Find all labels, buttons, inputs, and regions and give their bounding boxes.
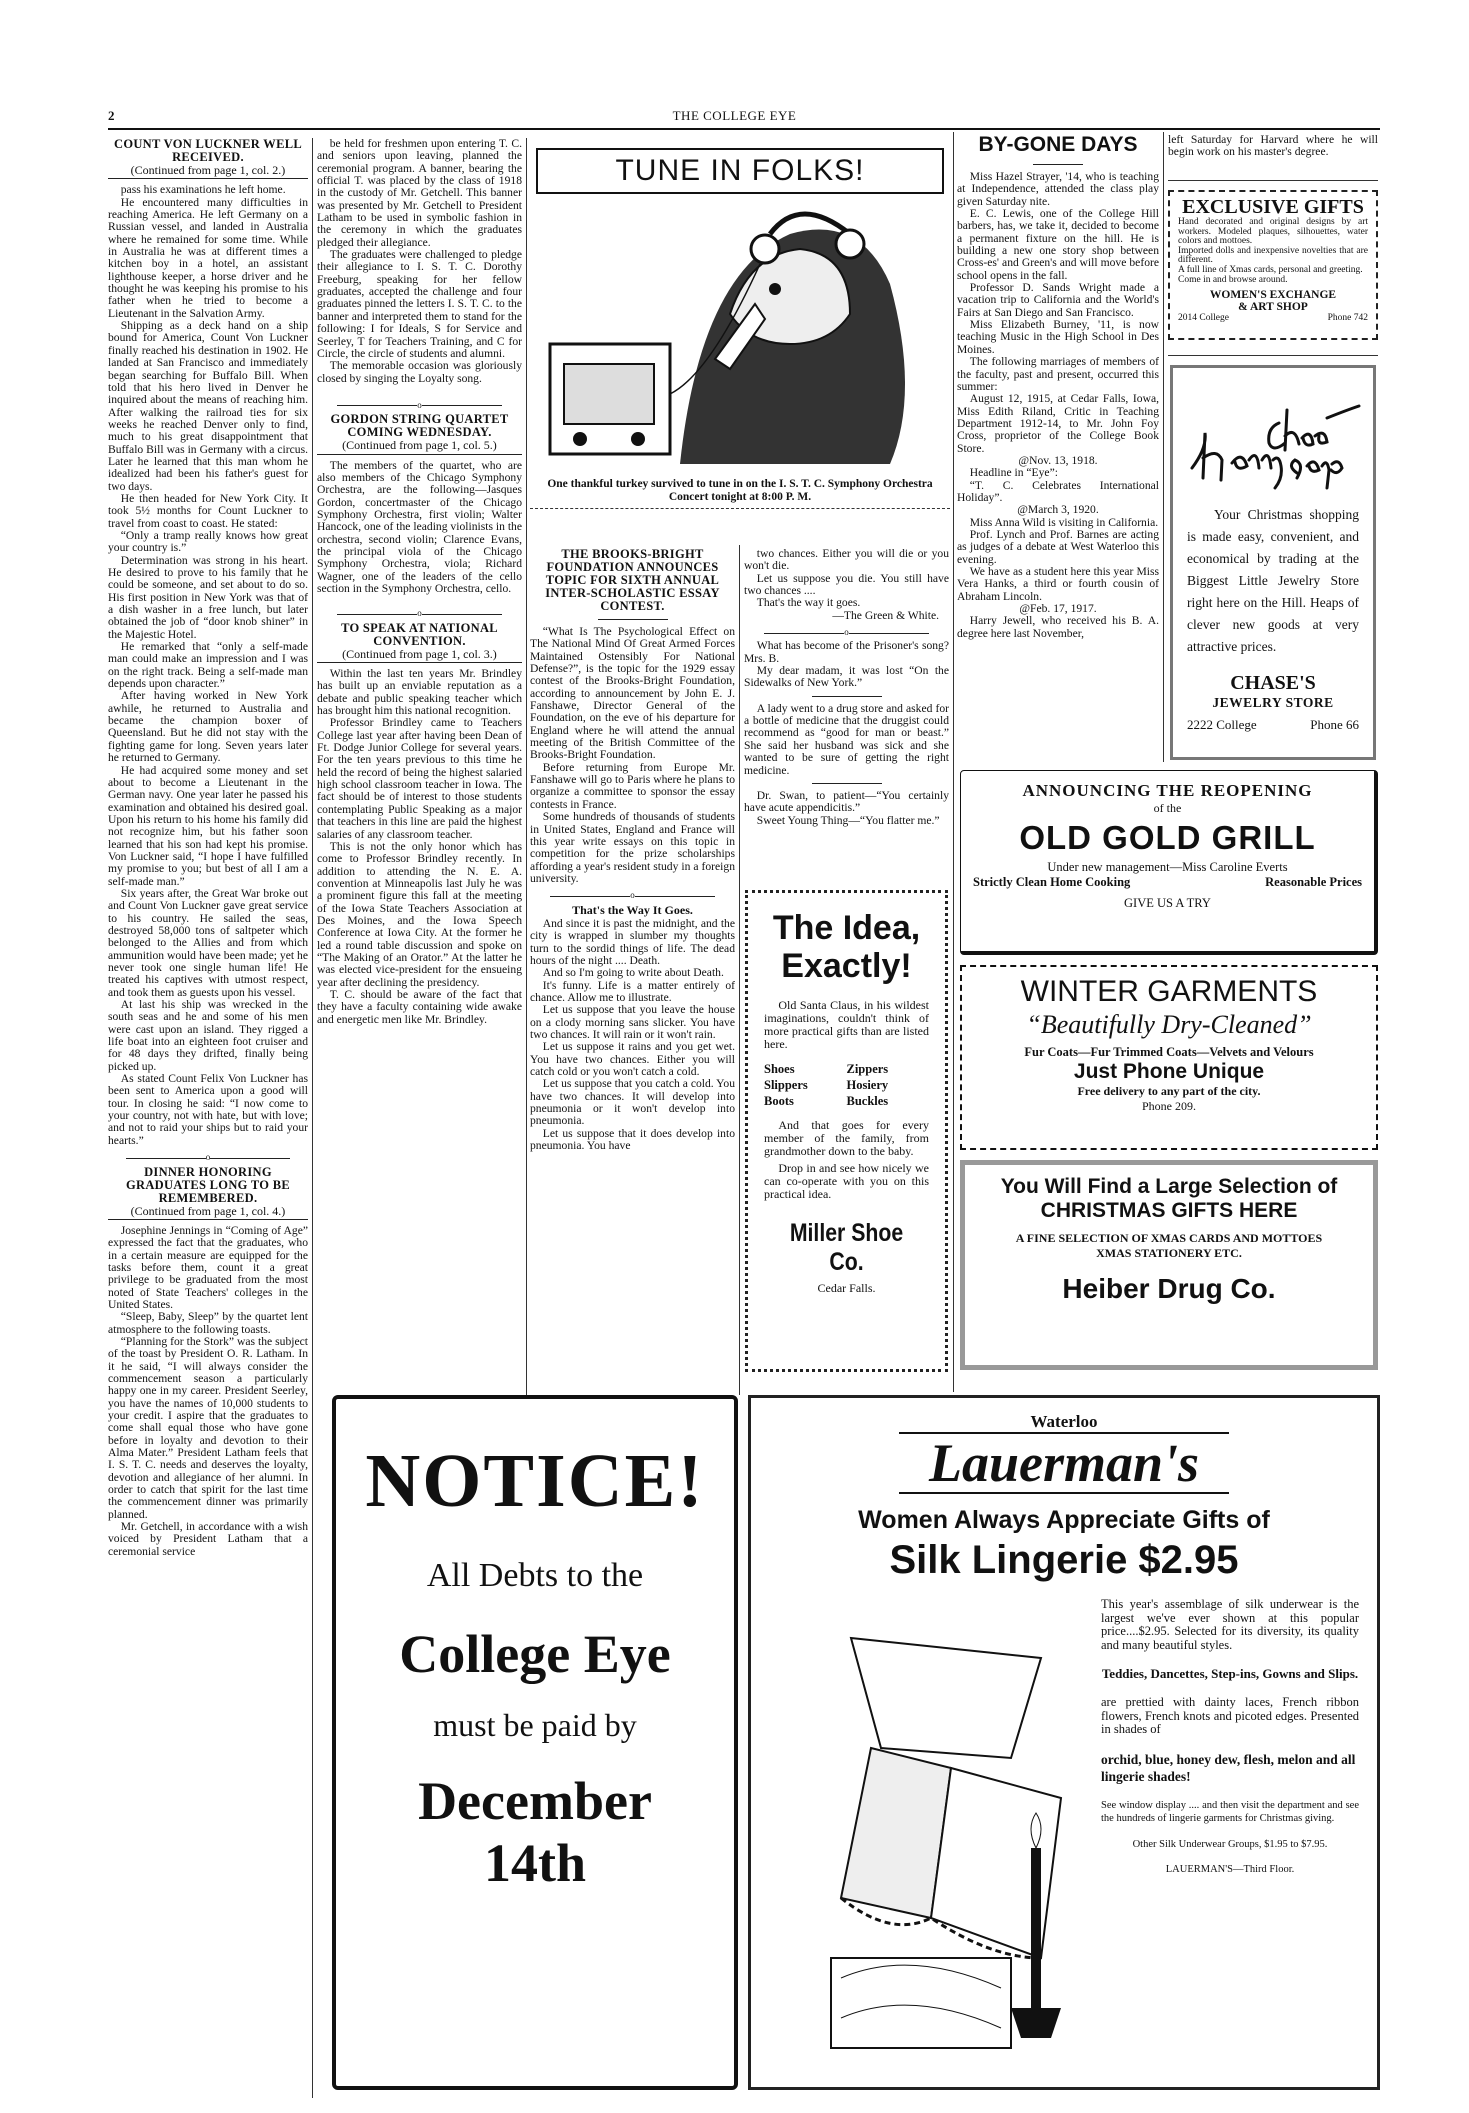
headline-dinner: DINNER HONORING GRADUATES LONG TO BE REMEMBERED. xyxy=(125,1164,291,1205)
paragraph: He remarked that “only a self-made man could make an impression and I was on the right track. Being a self-made man depends upon character.” xyxy=(108,640,308,691)
masthead: THE COLLEGE EYE xyxy=(672,108,797,123)
lauerman-logo: Lauerman's xyxy=(899,1432,1229,1494)
paragraph: Miss Hazel Strayer, '14, who is teaching at Independence, attended the class play given Saturday nite. xyxy=(957,170,1159,208)
miller-para2: And that goes for every member of the family, from grandmother down to the baby. xyxy=(764,1118,929,1158)
paragraph: Mr. Getchell, in accordance with a wish voiced by President Latham that a ceremonial service xyxy=(108,1520,308,1558)
paragraph: pass his examinations he left home. xyxy=(120,183,286,197)
dateline: @Feb. 17, 1917. xyxy=(1019,602,1097,616)
article-brooks-bright xyxy=(530,626,735,885)
lauerman-styles: Teddies, Dancettes, Step-ins, Gowns and Slips. xyxy=(1101,1666,1359,1681)
lauerman-p2: are prettied with dainty laces, French ribbon flowers, French knots and picoted edges. Presented in shades of xyxy=(1101,1695,1359,1736)
paragraph: Let us suppose you die. You still have two chances .... xyxy=(744,571,949,598)
lingerie-illustration xyxy=(811,1598,1081,2068)
column-divider xyxy=(526,138,527,1398)
grill-prices: Reasonable Prices xyxy=(1265,875,1362,889)
headline-von-luckner: COUNT VON LUCKNER WELL RECEIVED. xyxy=(114,138,302,164)
lauerman-p3: See window display .... and then visit the department and see the hundreds of lingerie garments for Christmas giving. xyxy=(1101,1799,1359,1824)
rule xyxy=(812,783,882,784)
winter-title: WINTER GARMENTS xyxy=(1020,975,1318,1008)
paragraph: The following marriages of members of the faculty, past and present, occurred this summer: xyxy=(957,355,1159,393)
paragraph: The members of the quartet, who are also members of the Chicago Symphony Orchestra, are the following—Jasques Gordon, concertmaster of the Chicago Symphony Orchestra, first violin; Walter Hancock, one of the leading violinists in the orchestra, second violin; Clarence Evans, the principal viola of the Chicago Symphony Orchestra, viola; Richard Wagner, one of the leaders of the cello section in the Symphony Orchestra, cello. xyxy=(317,458,522,595)
heiber-line3: A FINE SELECTION OF XMAS CARDS AND MOTTOES xyxy=(1015,1231,1323,1245)
column-1 xyxy=(108,138,308,2103)
notice-line2: College Eye xyxy=(399,1624,671,1684)
column-divider xyxy=(953,132,954,1392)
rule xyxy=(598,619,668,620)
grill-line2: of the xyxy=(1153,801,1182,815)
exclusive-title: EXCLUSIVE GIFTS xyxy=(1182,196,1364,218)
miller-item: Buckles xyxy=(846,1094,889,1108)
paragraph: Sweet Young Thing—“You flatter me.” xyxy=(756,813,940,827)
headline-brooks-bright: THE BROOKS-BRIGHT FOUNDATION ANNOUNCES TOPIC FOR SIXTH ANNUAL INTER-SCHOLASTIC ESSAY CONTEST. xyxy=(545,548,720,613)
ad-winter-garments xyxy=(960,965,1378,1150)
winter-tagline: “Beautifully Dry-Cleaned” xyxy=(1026,1010,1312,1039)
way-signature: —The Green & White. xyxy=(832,608,939,622)
paragraph: August 12, 1915, at Cedar Falls, Iowa, Miss Edith Riland, Critic in Teaching Department 1912-14, to Mr. John Foy Cross, proprietor of the College Book Store. xyxy=(957,392,1159,455)
chase-sub: JEWELRY STORE xyxy=(1212,695,1334,710)
lauerman-floor: LAUERMAN'S—Third Floor. xyxy=(1165,1863,1295,1875)
ad-exclusive-gifts xyxy=(1168,190,1378,340)
column-divider xyxy=(312,138,313,2098)
way-continued xyxy=(744,548,949,610)
paragraph: It's funny. Life is a matter entirely of chance. Allow me to illustrate. xyxy=(530,978,735,1004)
column-2 xyxy=(317,138,522,1388)
miller-item: Zippers xyxy=(846,1062,889,1076)
paragraph: “Planning for the Stork” was the subject of the toast by President O. R. Latham. In it he said, “I will always consider the commencement season a particularly happy one in my career. President Seerley, you have the names of 10,000 students to your credit. I aspire that the graduates to come shall equal those who have gone before in loyalty and devotion to their Alma Mater.” President Latham feels that I. S. T. C. needs and deserves the loyalty, devotion and allegiance of her alumni. In order to catch that spirit for the last time the commencement dinner was primarily planned. xyxy=(108,1334,308,1521)
dateline: @March 3, 1920. xyxy=(1017,503,1099,517)
continued-note: (Continued from page 1, col. 4.) xyxy=(108,1205,308,1220)
paragraph: The graduates were challenged to pledge their allegiance to I. S. T. C. Dorothy Freeburg, speaking for her fellow graduates, accepted the challenge and four graduates pinned the letters I. S. T. C. to the banner and interpreted them to stand for the following: I for Ideals, S for Service and Seerley, T for Teachers Training, and C for Circle, the circle of students and alumni. xyxy=(317,248,522,360)
exclusive-body xyxy=(1178,218,1368,285)
harry-chase-signature xyxy=(1187,388,1362,498)
continued-note: (Continued from page 1, col. 5.) xyxy=(317,439,522,454)
paragraph: Six years after, the Great War broke out and Count Von Luckner gave great service to his country. He sailed the seas, destroyed 58,000 tons of saltpeter which belonged to the Allies and from which ammunition would have been made; yet he never took one single human life! He treated his captives with utmost respect, and took them as guests upon his vessel. xyxy=(108,886,308,999)
heiber-line1: You Will Find a Large Selection of xyxy=(1000,1175,1338,1198)
rule xyxy=(1033,164,1083,165)
paragraph: Harry Jewell, who received his B. A. degree here last November, xyxy=(957,614,1159,640)
column-bygone xyxy=(957,132,1159,762)
paragraph: “T. C. Celebrates International Holiday”. xyxy=(957,478,1159,504)
ad-miller-shoe xyxy=(745,890,948,1372)
paragraph: Some hundreds of thousands of students in United States, England and France will this year write essays on this topic in competition for the prize scholarships affording a year's resident study in a foreign university. xyxy=(530,810,735,885)
paragraph: Prof. Lynch and Prof. Barnes are acting as judges of a debate at West Waterloo this evening. xyxy=(957,527,1159,566)
miller-item: Hosiery xyxy=(846,1078,889,1092)
paragraph: As stated Count Felix Von Luckner has been sent to America upon a good will tour. In closing he said: “I now come to your country, not with hate, but with love; and not to raid your ships but to raid your hearts.” xyxy=(108,1072,308,1147)
paragraph: My dear madam, it was lost “On the Sidewalks of New York.” xyxy=(744,664,949,690)
tune-in-caption: One thankful turkey survived to tune in on the I. S. T. C. Symphony Orchestra Concert tonight at 8:00 P. M. xyxy=(530,474,950,509)
paragraph: Before returning from Europe Mr. Fanshawe will go to Paris where he plans to organize a committee to sponsor the essay contests in France. xyxy=(530,760,735,811)
lauerman-copy xyxy=(1101,1598,1359,1875)
paragraph: Hand decorated and original designs by art workers. Modeled plaques, silhouettes, water colors and mottoes. xyxy=(1178,217,1368,247)
lauerman-p1: This year's assemblage of silk underwear is the largest we've ever shown at this popular price....$2.95. Selected for its diversity, its quality and many beautiful styles. xyxy=(1101,1597,1359,1652)
paragraph: Imported dolls and inexpensive novelties that are different. xyxy=(1178,245,1368,266)
paragraph: We have as a student here this year Miss Vera Hanks, a third or fourth cousin of Abraham Lincoln. xyxy=(957,565,1159,603)
paragraph: Come in and browse around. xyxy=(1178,274,1288,285)
exclusive-address: 2014 College xyxy=(1178,313,1229,324)
paragraph: “Sleep, Baby, Sleep” by the quartet lent atmosphere to the following toasts. xyxy=(108,1310,308,1336)
chase-body: Your Christmas shopping is made easy, convenient, and economical by trading at the Biggest Little Jewelry Store right here on the Hill. Heaps of clever new goods at very attractive prices. xyxy=(1187,507,1359,654)
ad-lauerman xyxy=(748,1395,1380,2090)
notice-line3: must be paid by xyxy=(433,1707,637,1743)
tune-in-title: TUNE IN FOLKS! xyxy=(536,148,944,194)
paragraph: Determination was strong in his heart. He desired to prove to his family that he could be someone, and set about to do so. His first position in New York was that of a dish washer in a free lunch, but later obtained the job of “door knob shiner” in the Majestic Hotel. xyxy=(108,553,308,641)
miller-item: Shoes xyxy=(764,1062,795,1076)
paragraph: Professor Brindley came to Teachers College last year after having been Dean of Ft. Dodge Junior College for several years. For the ten years previous to this time he held the record of being the highest salaried high school classroom teacher in Iowa. The fact should be of interest to those students contemplating Public Speaking as a major that teachers in this line are paid the highest salaries of any classroom teacher. xyxy=(317,716,522,841)
paragraph: He encountered many difficulties in reaching America. He left Germany on a Russian vessel, and landed in Australia where he remained for some time. While in Australia he was at different times a kitchen boy in a hotel, an assistant lighthouse keeper, a horse driver and he thought he was keeping his promise to his father when he tried to become a Lieutenant in the Salvation Army. xyxy=(108,195,308,320)
lauerman-product: Silk Lingerie $2.95 xyxy=(889,1538,1239,1582)
paragraph: Let us suppose it rains and you get wet. You have two chances. Either you will catch cold or you won't catch a cold. xyxy=(530,1040,735,1079)
article-gordon-quartet xyxy=(317,460,522,596)
grill-management: Under new management—Miss Caroline Everts xyxy=(1047,860,1288,874)
divider: o xyxy=(744,626,949,638)
paragraph: He had acquired some money and set about to become a Lieutenant in the German navy. One year later he passed his examination and obtained his desired goal. Upon his return to his home his family did not recognize him, but his father soon learned that his son had kept his promise. Von Luckner said, “I hope I have fulfilled my promise to you; but best of all I am a self-made man.” xyxy=(108,763,308,888)
chase-address: 2222 College xyxy=(1187,717,1257,732)
paragraph: two chances. Either you will die or you won't die. xyxy=(744,548,949,573)
exclusive-phone: Phone 742 xyxy=(1327,313,1368,324)
heiber-line2: CHRISTMAS GIFTS HERE xyxy=(1040,1199,1298,1222)
bygone-continued: left Saturday for Harvard where he will begin work on his master's degree. xyxy=(1168,134,1378,159)
joke-drug-store xyxy=(744,703,949,777)
notice-title: NOTICE! xyxy=(365,1439,705,1523)
heiber-name: Heiber Drug Co. xyxy=(1062,1273,1276,1304)
miller-para3: Drop in and see how nicely we can co-operate with you on this practical idea. xyxy=(764,1161,929,1201)
exclusive-name2: & ART SHOP xyxy=(1238,301,1308,314)
turkey-radio-illustration xyxy=(530,194,950,474)
paragraph: What has become of the Prisoner's song? Mrs. B. xyxy=(744,639,949,665)
article-dinner xyxy=(108,1225,308,1558)
headline-gordon-quartet: GORDON STRING QUARTET COMING WEDNESDAY. xyxy=(330,412,509,440)
column-3 xyxy=(530,548,735,1388)
chase-name: CHASE'S xyxy=(1230,672,1316,694)
ad-heiber-drug xyxy=(960,1160,1378,1370)
paragraph: Josephine Jennings in “Coming of Age” expressed the fact that the graduates, who in a certain measure are equipped for the tasks before them, count it a great privilege to be graduated from the most noted of State Teachers' colleges in the United States. xyxy=(108,1223,308,1311)
paragraph: He then headed for New York City. It took 5½ months for Count Luckner to travel from coast to coast. He stated: xyxy=(108,491,308,530)
dateline: @Nov. 13, 1918. xyxy=(1018,453,1098,467)
grill-cooking: Strictly Clean Home Cooking xyxy=(973,875,1131,889)
paragraph: be held for freshmen upon entering T. C. and seniors upon leaving, planned the ceremonial program. A banner, bearing the official T. was placed by the class of 1918 in the custody of Mr. Getchell. This banner was presented by Mr. Getchell to President Latham to be used in symbolic fashion in the ceremony in which the graduates pledged their allegiance. xyxy=(317,138,522,249)
miller-headline: The Idea, Exactly! xyxy=(772,909,921,985)
article-dinner-continued xyxy=(317,138,522,385)
winter-cta: Just Phone Unique xyxy=(1073,1060,1265,1083)
tune-in-feature xyxy=(530,138,950,538)
paragraph: Shipping as a deck hand on a ship bound for America, Count Von Luckner finally reached his destination in 1902. He landed at San Francisco and immediately began searching for Buffalo Bill. When told that his hero lived in Denver he inquired about the means of reaching him. After walking the railroad ties for six weeks he reached Denver only to find, much to his great disappointment that Buffalo Bill was in Germany with a circus. Later he learned that this man whom he idealized had been his father's guest for two days. xyxy=(108,319,308,493)
paragraph: Let us suppose that you catch a cold. You have two chances. It will develop into pneumonia or it won't develop into pneumonia. xyxy=(530,1077,735,1128)
paragraph: “Only a tramp really knows how great your country is.” xyxy=(108,528,308,555)
heiber-line4: XMAS STATIONERY ETC. xyxy=(1096,1246,1242,1260)
ad-chase-jewelry xyxy=(1170,365,1376,760)
column-divider xyxy=(739,545,740,1395)
paragraph: Let us suppose that you leave the house on a clody morning sans slicker. You have two chances. It will rain or it won't rain. xyxy=(530,1003,735,1041)
headline-national-convention: TO SPEAK AT NATIONAL CONVENTION. xyxy=(341,620,498,648)
header-rule xyxy=(108,128,1380,130)
paragraph: Within the last ten years Mr. Brindley has built up an enviable reputation as a debate and public speaking teacher which has brought him this national recognition. xyxy=(317,667,522,718)
lauerman-other: Other Silk Underwear Groups, $1.95 to $7.95. xyxy=(1132,1838,1328,1850)
paragraph: A lady went to a drug store and asked for a bottle of medicine that the druggist could recommend as “good for man or beast.” She said her husband was sick and she wanted to be sure of getting the right medicine. xyxy=(744,701,949,777)
lauerman-city: Waterloo xyxy=(1030,1412,1098,1431)
paragraph: T. C. should be aware of the fact that they have a faculty containing wide awake and energetic men like Mr. Brindley. xyxy=(317,987,522,1026)
paragraph: This is not the only honor which has come to Professor Brindley recently. In addition to attending the N. E. A. convention at Minneapolis last July he was a prominent figure this fall at the meeting of the Iowa State Teachers Association at Des Moines, and the Iowa Speech Conference at Iowa City. At the former he led a round table discussion and spoke on “The Making of an Orator.” At the latter he was elected vice-president for the ensueing year after declining the presidency. xyxy=(317,839,522,989)
rule xyxy=(812,696,882,697)
ad-old-gold-grill xyxy=(960,770,1378,955)
paragraph: And so I'm going to write about Death. xyxy=(542,966,724,980)
continued-note: (Continued from page 1, col. 2.) xyxy=(108,164,308,179)
column-divider xyxy=(1163,132,1164,762)
miller-item: Slippers xyxy=(764,1078,808,1092)
paragraph: Miss Elizabeth Burney, '11, is now teaching Music in the High School in Des Moines. xyxy=(957,318,1159,356)
paragraph: After having worked in New York awhile, he returned to Australia and became the champion boxer of Queensland. But he did not stay with the fighting game for long. Seven years later he returned to Germany. xyxy=(108,689,308,765)
ad-notice-debts xyxy=(332,1395,738,2090)
paragraph: And since it is past the midnight, and the city is wrapped in slumber my thoughts turn to the sordid things of life. The dead hours of the night .... Death. xyxy=(530,916,735,967)
divider: o xyxy=(317,607,522,619)
continued-note: (Continued from page 1, col. 3.) xyxy=(317,648,522,663)
bygone-title: BY-GONE DAYS xyxy=(978,133,1138,156)
notice-line5: 14th xyxy=(483,1833,586,1893)
grill-cta: GIVE US A TRY xyxy=(1124,896,1211,910)
divider: o xyxy=(108,1151,308,1163)
paragraph: Let us suppose that it does develop into pneumonia. You have xyxy=(530,1126,735,1153)
article-way-it-goes xyxy=(530,918,735,1153)
miller-intro: Old Santa Claus, in his wildest imaginations, couldn't think of more practical gifts than are listed here. xyxy=(764,998,929,1051)
paragraph: Professor D. Sands Wright made a vacation trip to California and the World's Fairs at San Diego and San Francisco. xyxy=(957,281,1159,319)
rule xyxy=(1168,180,1378,181)
winter-delivery: Free delivery to any part of the city. xyxy=(1077,1084,1261,1098)
grill-name: OLD GOLD GRILL xyxy=(1019,819,1316,856)
paragraph: A full line of Xmas cards, personal and greeting. xyxy=(1178,264,1363,275)
exclusive-name1: WOMEN'S EXCHANGE xyxy=(1209,289,1337,302)
paragraph: At last his ship was wrecked in the south seas and he and some of his men were cast upon an island. They rigged a life boat into an eighteen foot cruiser and for 48 days they drifted, finally being picked up. xyxy=(108,998,308,1073)
rule xyxy=(1168,355,1378,356)
lauerman-headline: Women Always Appreciate Gifts of xyxy=(858,1506,1270,1534)
paragraph: That's the way it goes. xyxy=(756,596,861,610)
chase-phone: Phone 66 xyxy=(1310,717,1359,732)
paragraph: Miss Anna Wild is visiting in California. xyxy=(969,515,1159,529)
page-number: 2 xyxy=(108,108,115,123)
lauerman-shades: orchid, blue, honey dew, flesh, melon and all lingerie shades! xyxy=(1101,1751,1356,1784)
headline-way-it-goes: That's the Way It Goes. xyxy=(572,902,693,917)
miller-item: Boots xyxy=(764,1094,794,1108)
miller-name: Miller Shoe Co. xyxy=(789,1219,904,1276)
grill-line1: ANNOUNCING THE REOPENING xyxy=(1022,781,1313,800)
paragraph: The memorable occasion was gloriously closed by singing the Loyalty song. xyxy=(317,359,522,385)
column-4 xyxy=(744,548,949,878)
miller-city: Cedar Falls. xyxy=(817,1281,876,1295)
paragraph: E. C. Lewis, one of the College Hill barbers, has, we take it, decided to become a permanent fixture on the hill. He is building a new one story shop between Cross-es' and Green's and will move before school opens in the fall. xyxy=(957,207,1159,282)
bygone-items xyxy=(957,171,1159,640)
joke-prisoner xyxy=(744,640,949,689)
article-von-luckner xyxy=(108,184,308,1147)
winter-phone: Phone 209. xyxy=(1142,1099,1196,1113)
paragraph: Dr. Swan, to patient—“You certainly have acute appendicitis.” xyxy=(744,788,949,815)
miller-items xyxy=(764,1061,929,1109)
paragraph: “What Is The Psychological Effect on The National Mind Of Great Armed Forces Maintained Ostensibly For National Defense?”, is the topic for the 1929 essay contest of the Brooks-Bright Foundation, according to announcement by John E. J. Fanshawe, Director General of the Foundation, on the eve of his departure for England where he will attend the annual meeting of the British Committee of the Brooks-Bright Foundation. xyxy=(530,625,735,762)
article-national-convention xyxy=(317,668,522,1026)
notice-line4: December xyxy=(418,1771,652,1831)
divider: o xyxy=(530,889,735,901)
notice-line1: All Debts to the xyxy=(426,1557,644,1594)
divider: o xyxy=(317,399,522,411)
paragraph: Headline in “Eye”: xyxy=(969,466,1058,480)
winter-items: Fur Coats—Fur Trimmed Coats—Velvets and Velours xyxy=(1024,1045,1314,1059)
joke-dr-swan xyxy=(744,790,949,827)
